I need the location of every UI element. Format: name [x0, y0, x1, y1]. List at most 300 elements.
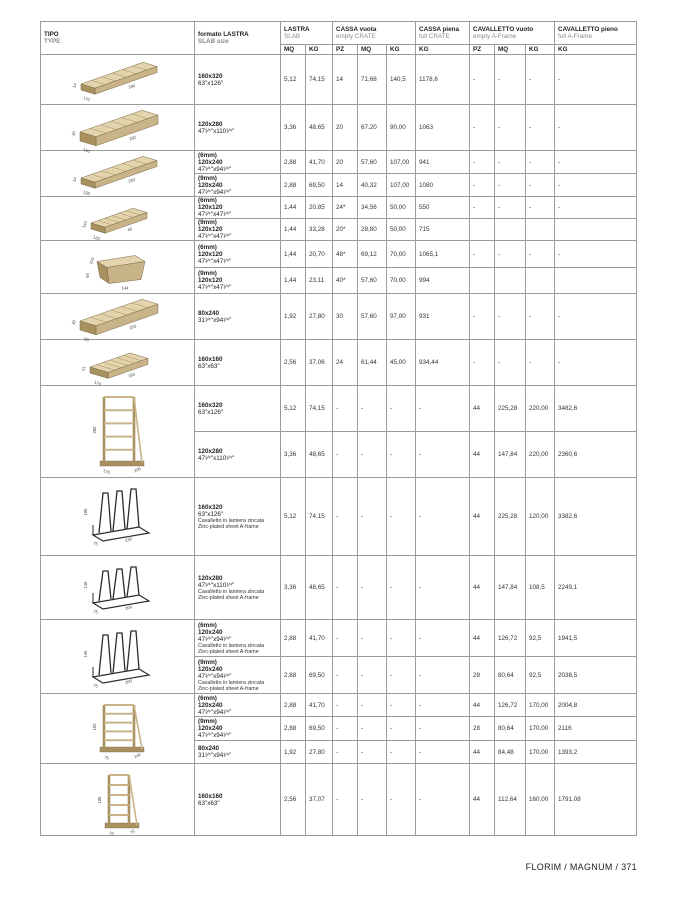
dimension-label: 185 — [97, 796, 102, 803]
value-cell: 550 — [416, 197, 470, 219]
value-cell: 20,70 — [306, 241, 333, 268]
value-cell: - — [416, 657, 470, 694]
packaging-type-cell — [41, 764, 195, 836]
value-cell: - — [555, 294, 637, 340]
dimension-label: 175 — [102, 467, 111, 475]
frame-note: Cavalletto in lamiera zincata Zinc-plated sheet A-frame — [198, 679, 265, 692]
value-cell: 2,88 — [281, 174, 306, 197]
dimension-label: 14 — [71, 81, 78, 89]
value-cell: - — [387, 432, 416, 478]
value-cell: 2,88 — [281, 620, 306, 657]
value-cell: 70,00 — [387, 241, 416, 268]
packaging-type-cell — [41, 151, 195, 197]
value-cell: 90,00 — [387, 105, 416, 151]
slab-size-cell — [195, 741, 281, 764]
value-cell: - — [495, 55, 526, 105]
size-cm: 120x240 — [198, 701, 223, 709]
table-row — [41, 105, 637, 151]
value-cell: 1393,2 — [555, 741, 637, 764]
dimension-label: 65 — [85, 272, 90, 278]
value-cell: 126,72 — [495, 620, 526, 657]
dimension-label: 75 — [103, 753, 110, 761]
size-inch: 47¹⁄⁴"x47¹⁄⁴" — [198, 284, 232, 291]
size-cm: 80x240 — [198, 309, 220, 317]
thickness: (9mm) — [198, 658, 217, 666]
value-cell: 1791,08 — [555, 764, 637, 836]
value-cell: 1,92 — [281, 294, 306, 340]
value-cell: - — [358, 478, 387, 556]
value-cell: - — [387, 717, 416, 741]
frame-note: Cavalletto in lamiera zincata Zinc-plated sheet A-frame — [198, 642, 265, 655]
value-cell: - — [555, 340, 637, 386]
value-cell: - — [526, 294, 555, 340]
value-cell: 40,32 — [358, 174, 387, 197]
slab-size-cell — [195, 55, 281, 105]
value-cell: - — [416, 386, 470, 432]
value-cell: - — [387, 764, 416, 836]
slab-size-cell — [195, 151, 281, 174]
value-cell: - — [416, 478, 470, 556]
dimension-label: 183 — [127, 371, 136, 378]
sub-header: PZ — [333, 45, 358, 55]
value-cell: - — [470, 340, 495, 386]
value-cell: 994 — [416, 268, 470, 294]
value-cell: 715 — [416, 219, 470, 241]
size-inch: 63"x63" — [198, 362, 220, 370]
size-cm: 120x280 — [198, 447, 223, 455]
value-cell: 3482,6 — [555, 386, 637, 432]
sub-header: PZ — [470, 45, 495, 55]
size-cm: 120x120 — [198, 226, 223, 233]
value-cell — [526, 268, 555, 294]
dimension-label: 40 — [126, 225, 133, 232]
value-cell: 70,00 — [387, 268, 416, 294]
table-row — [41, 197, 637, 219]
size-cm: 120x280 — [198, 574, 223, 582]
slab-size-cell — [195, 717, 281, 741]
value-cell: 57,60 — [358, 151, 387, 174]
sub-header: KG — [387, 45, 416, 55]
slab-size-cell — [195, 620, 281, 657]
value-cell: - — [555, 55, 637, 105]
size-cm: 120x240 — [198, 665, 223, 673]
sub-header: MQ — [358, 45, 387, 55]
size-cm: 120x240 — [198, 628, 223, 636]
value-cell: 69,50 — [306, 717, 333, 741]
table-row — [41, 55, 637, 105]
value-cell: - — [358, 556, 387, 620]
value-cell: - — [358, 657, 387, 694]
metal-low-illustration — [44, 557, 194, 619]
dimension-label: 144 — [121, 285, 129, 290]
crate-long-illustration — [44, 152, 194, 196]
size-inch: 31¹⁄⁴"x94¹⁄⁴" — [198, 316, 232, 324]
value-cell: 48,65 — [306, 105, 333, 151]
slab-size-cell — [195, 764, 281, 836]
value-cell: 80,64 — [495, 717, 526, 741]
sub-header: KG — [416, 45, 470, 55]
value-cell: 48* — [333, 241, 358, 268]
value-cell: 50,00 — [387, 219, 416, 241]
packaging-type-cell — [41, 340, 195, 386]
value-cell: - — [387, 478, 416, 556]
size-cm: 160x320 — [198, 72, 223, 80]
dimension-label: 200 — [124, 677, 133, 685]
crate-flat-illustration — [44, 341, 194, 385]
value-cell: - — [333, 432, 358, 478]
slab-size-cell — [195, 657, 281, 694]
value-cell: 934,44 — [416, 340, 470, 386]
value-cell: - — [333, 478, 358, 556]
value-cell: 45,00 — [387, 340, 416, 386]
value-cell: - — [387, 556, 416, 620]
value-cell: - — [387, 657, 416, 694]
value-cell: 107,00 — [387, 151, 416, 174]
dimension-label: 192 — [92, 723, 97, 730]
value-cell: 1,44 — [281, 197, 306, 219]
col-cav-vuoto-header: CAVALLETTO vuoto empty A-Frame — [470, 22, 555, 45]
table-row — [41, 386, 637, 432]
value-cell: 69,12 — [358, 241, 387, 268]
value-cell: 44 — [470, 556, 495, 620]
value-cell: 41,70 — [306, 620, 333, 657]
value-cell: 14 — [333, 55, 358, 105]
value-cell: 1,44 — [281, 268, 306, 294]
thickness: (9mm) — [198, 219, 217, 226]
value-cell: 147,84 — [495, 556, 526, 620]
metal-low-illustration — [44, 621, 194, 693]
value-cell: 120,00 — [526, 478, 555, 556]
value-cell: - — [495, 174, 526, 197]
col-lastra-header: LASTRA SLAB — [281, 22, 333, 45]
value-cell: 71,68 — [358, 55, 387, 105]
value-cell: 57,60 — [358, 268, 387, 294]
value-cell: - — [333, 657, 358, 694]
dimension-label: 75 — [108, 829, 115, 837]
value-cell: 50,00 — [387, 197, 416, 219]
value-cell: 37,06 — [306, 340, 333, 386]
value-cell: - — [387, 620, 416, 657]
dimension-label: 146 — [83, 581, 88, 588]
value-cell: 67,20 — [358, 105, 387, 151]
dimension-label: 253 — [127, 176, 136, 184]
value-cell: 33,28 — [306, 219, 333, 241]
size-inch: 47¹⁄⁴"x94¹⁄⁴" — [198, 672, 232, 680]
value-cell: 97,00 — [387, 294, 416, 340]
packaging-type-cell — [41, 294, 195, 343]
value-cell: 2249,1 — [555, 556, 637, 620]
value-cell: 1063 — [416, 105, 470, 151]
value-cell: 140,5 — [387, 55, 416, 105]
value-cell: 34,56 — [358, 197, 387, 219]
value-cell: - — [526, 151, 555, 174]
dimension-label: 140 — [133, 751, 142, 759]
thickness: (9mm) — [198, 270, 217, 277]
value-cell — [495, 268, 526, 294]
value-cell: - — [555, 105, 637, 151]
slab-size-cell — [195, 694, 281, 717]
dimension-label: 185 — [83, 508, 88, 515]
dimension-label: 146 — [83, 650, 88, 657]
slab-size-cell — [195, 268, 281, 294]
value-cell: - — [470, 174, 495, 197]
table-row — [41, 294, 637, 340]
value-cell: 57,60 — [358, 294, 387, 340]
value-cell: 74,15 — [306, 55, 333, 105]
value-cell — [555, 219, 637, 241]
value-cell: - — [526, 241, 555, 268]
value-cell: 3,36 — [281, 105, 306, 151]
value-cell: - — [495, 151, 526, 174]
value-cell: 126,72 — [495, 694, 526, 717]
value-cell: - — [526, 340, 555, 386]
value-cell: - — [416, 717, 470, 741]
dimension-label: 126 — [82, 188, 91, 196]
packaging-type-cell — [41, 620, 195, 694]
crate-small-illustration — [44, 198, 194, 240]
table-row — [41, 694, 637, 717]
value-cell: 92,5 — [526, 657, 555, 694]
value-cell: - — [416, 764, 470, 836]
dimension-label: 340 — [127, 82, 136, 90]
size-inch: 47¹⁄⁴"x47¹⁄⁴" — [198, 257, 232, 265]
sub-header: KG — [526, 45, 555, 55]
size-cm: 160x320 — [198, 401, 223, 409]
value-cell: - — [416, 741, 470, 764]
value-cell: - — [470, 151, 495, 174]
value-cell: 225,28 — [495, 478, 526, 556]
value-cell: 2,88 — [281, 717, 306, 741]
dimension-label: 30 — [70, 129, 77, 137]
thickness: (6mm) — [198, 197, 217, 204]
packaging-type-cell — [41, 105, 195, 154]
value-cell: - — [526, 55, 555, 105]
slab-size-cell — [195, 219, 281, 241]
value-cell: - — [333, 386, 358, 432]
value-cell: - — [333, 717, 358, 741]
value-cell: 28,80 — [358, 219, 387, 241]
slab-size-cell — [195, 197, 281, 219]
slab-size-cell — [195, 556, 281, 620]
packaging-table — [40, 21, 637, 836]
value-cell: 92,5 — [526, 620, 555, 657]
value-cell: 84,48 — [495, 741, 526, 764]
size-inch: 47¹⁄⁴"x110¹⁄⁴" — [198, 127, 235, 135]
value-cell: 27,80 — [306, 294, 333, 340]
value-cell: 225,28 — [495, 386, 526, 432]
value-cell: 28 — [470, 717, 495, 741]
value-cell: - — [555, 197, 637, 219]
value-cell: - — [416, 556, 470, 620]
dimension-label: 75 — [92, 607, 99, 615]
value-cell: 28 — [470, 657, 495, 694]
value-cell: 40* — [333, 268, 358, 294]
dimension-label: 75 — [92, 539, 99, 547]
sub-header: MQ — [495, 45, 526, 55]
value-cell: 24* — [333, 197, 358, 219]
table-row — [41, 151, 637, 174]
value-cell: 2,88 — [281, 151, 306, 174]
value-cell: - — [358, 717, 387, 741]
value-cell: 44 — [470, 741, 495, 764]
table-row — [41, 620, 637, 657]
dimension-label: 280 — [92, 426, 97, 433]
col-formato-header: formato LASTRA SLAB size — [195, 22, 281, 55]
sub-header: KG — [555, 45, 637, 55]
value-cell: - — [495, 340, 526, 386]
size-inch: 47¹⁄⁴"x47¹⁄⁴" — [198, 233, 232, 240]
value-cell: 69,50 — [306, 657, 333, 694]
value-cell: 941 — [416, 151, 470, 174]
value-cell: - — [333, 620, 358, 657]
size-inch: 47¹⁄⁴"x110¹⁄⁴" — [198, 581, 235, 589]
value-cell: 5,12 — [281, 55, 306, 105]
size-cm: 160x160 — [198, 792, 223, 800]
col-cassa-piena-header: CASSA piena full CRATE — [416, 22, 470, 45]
value-cell: - — [495, 105, 526, 151]
table-row — [41, 764, 637, 836]
value-cell: - — [416, 432, 470, 478]
value-cell: 30 — [333, 294, 358, 340]
dimension-label: 75 — [129, 827, 136, 835]
dimension-label: 30 — [70, 318, 77, 326]
value-cell: - — [526, 174, 555, 197]
value-cell: 74,15 — [306, 386, 333, 432]
value-cell: 220,00 — [526, 432, 555, 478]
value-cell: - — [470, 294, 495, 340]
col-tipo-header: TIPO TYPE — [41, 22, 195, 55]
value-cell: 112,64 — [495, 764, 526, 836]
value-cell: 74,15 — [306, 478, 333, 556]
size-inch: 47¹⁄⁴"x94¹⁄⁴" — [198, 635, 232, 643]
packaging-type-cell — [41, 694, 195, 764]
value-cell: - — [470, 241, 495, 268]
value-cell: - — [416, 694, 470, 717]
thickness: (6mm) — [198, 151, 217, 159]
table-row — [41, 556, 637, 620]
value-cell: 80,64 — [495, 657, 526, 694]
value-cell: 108,5 — [526, 556, 555, 620]
value-cell: 23,11 — [306, 268, 333, 294]
size-inch: 63"x126" — [198, 510, 224, 518]
slab-size-cell — [195, 294, 281, 340]
size-inch: 47¹⁄⁴"x94¹⁄⁴" — [198, 165, 232, 173]
value-cell: 5,12 — [281, 478, 306, 556]
value-cell: 2,56 — [281, 340, 306, 386]
value-cell: - — [526, 105, 555, 151]
slab-size-cell — [195, 478, 281, 556]
value-cell: - — [470, 105, 495, 151]
dimension-label: 41 — [80, 364, 87, 372]
size-inch: 47¹⁄⁴"x47¹⁄⁴" — [198, 211, 232, 218]
value-cell: 5,12 — [281, 386, 306, 432]
value-cell: - — [358, 764, 387, 836]
size-inch: 63"x126" — [198, 408, 224, 416]
value-cell: - — [495, 197, 526, 219]
packaging-type-cell — [41, 55, 195, 105]
size-inch: 63"x126" — [198, 79, 224, 87]
value-cell: 2,56 — [281, 764, 306, 836]
value-cell: - — [358, 620, 387, 657]
slab-size-cell — [195, 432, 281, 478]
value-cell: 44 — [470, 386, 495, 432]
size-cm: 120x240 — [198, 181, 223, 189]
slab-size-cell — [195, 241, 281, 268]
dimension-label: 144 — [81, 219, 89, 229]
table-row — [41, 340, 637, 386]
value-cell: 220,00 — [526, 386, 555, 432]
value-cell: 44 — [470, 432, 495, 478]
value-cell: - — [416, 620, 470, 657]
dimension-label: 200 — [133, 465, 142, 473]
value-cell: - — [387, 741, 416, 764]
wood-frame-illustration — [44, 387, 194, 477]
value-cell: - — [358, 694, 387, 717]
size-cm: 120x120 — [198, 250, 223, 258]
wood-frame-illustration — [44, 695, 194, 763]
size-cm: 120x120 — [198, 204, 223, 211]
value-cell: - — [333, 556, 358, 620]
value-cell: - — [358, 386, 387, 432]
value-cell: 107,00 — [387, 174, 416, 197]
size-cm: 120x120 — [198, 277, 223, 284]
slab-size-cell — [195, 174, 281, 197]
value-cell: 37,07 — [306, 764, 333, 836]
packaging-type-cell — [41, 556, 195, 620]
value-cell: 3,36 — [281, 432, 306, 478]
value-cell: 931 — [416, 294, 470, 340]
value-cell: - — [358, 432, 387, 478]
value-cell: - — [333, 741, 358, 764]
value-cell: 20,85 — [306, 197, 333, 219]
dimension-label: 90 — [83, 335, 90, 343]
dimension-label: 140 — [82, 146, 91, 154]
value-cell: 170,00 — [526, 717, 555, 741]
frame-note: Cavalletto in lamiera zincata Zinc-plated sheet A-frame — [198, 588, 265, 601]
value-cell: 2004,8 — [555, 694, 637, 717]
value-cell: 3,36 — [281, 556, 306, 620]
value-cell: - — [333, 764, 358, 836]
slab-size-cell — [195, 105, 281, 151]
value-cell: 69,50 — [306, 174, 333, 197]
packaging-type-cell — [41, 197, 195, 241]
value-cell: 24 — [333, 340, 358, 386]
value-cell — [555, 268, 637, 294]
size-cm: 120x240 — [198, 725, 223, 732]
value-cell: 44 — [470, 478, 495, 556]
size-cm: 160x160 — [198, 355, 223, 363]
thickness: (6mm) — [198, 243, 217, 251]
metal-tall-illustration — [44, 479, 194, 555]
dimension-label: 292 — [128, 134, 137, 141]
dimension-label: 174 — [93, 378, 102, 387]
value-cell: 44 — [470, 764, 495, 836]
wood-narrow-illustration — [44, 765, 194, 835]
dimension-label: 123 — [88, 256, 96, 265]
value-cell: 1080 — [416, 174, 470, 197]
value-cell: 1,92 — [281, 741, 306, 764]
value-cell: - — [495, 241, 526, 268]
packaging-type-cell — [41, 386, 195, 478]
value-cell: - — [555, 241, 637, 268]
crate-long-illustration — [44, 56, 194, 104]
size-cm: 160x320 — [198, 503, 223, 511]
value-cell: 14 — [333, 174, 358, 197]
size-inch: 31¹⁄⁴"x94¹⁄⁴" — [198, 752, 232, 759]
box-illustration — [44, 242, 194, 293]
size-inch: 47¹⁄⁴"x94¹⁄⁴" — [198, 708, 232, 716]
value-cell — [470, 219, 495, 241]
